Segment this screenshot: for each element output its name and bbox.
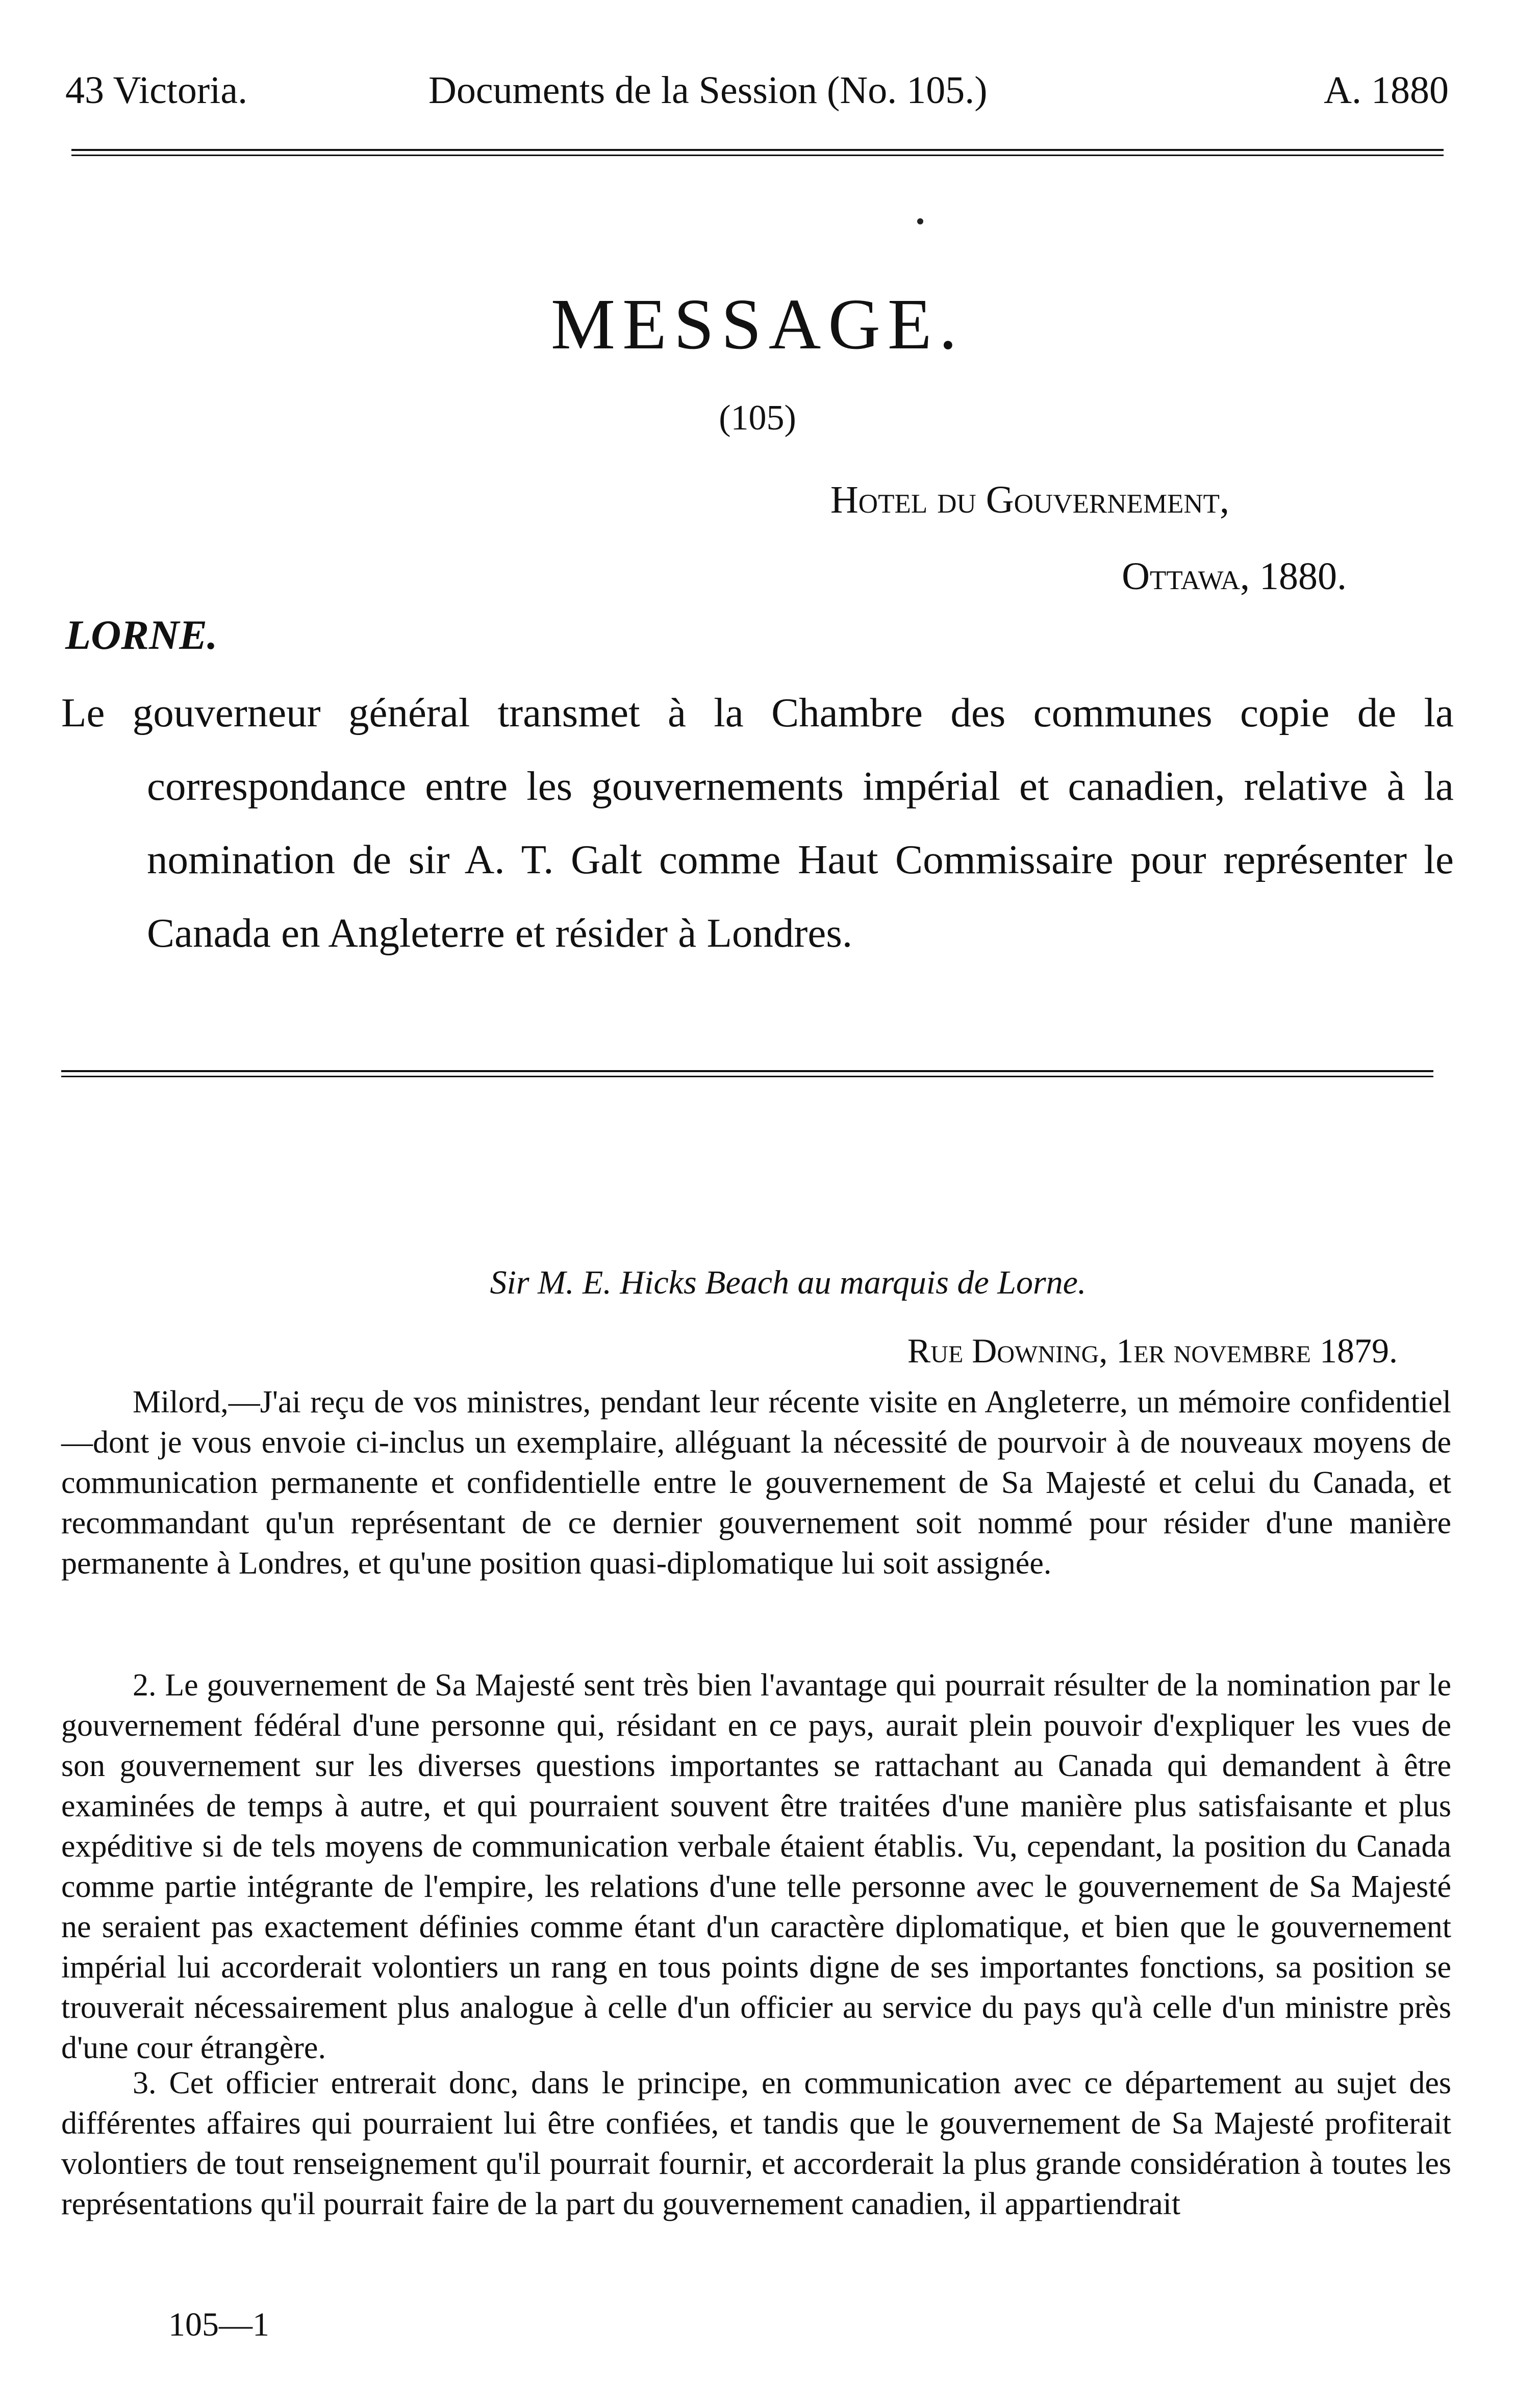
message-place: Hotel du Gouvernement, [830, 478, 1229, 521]
header-double-rule [71, 149, 1444, 156]
message-text: Le gouverneur général transmet à la Chambre des communes copie de la correspondance entre les gouvernements impérial et canadien, relative à la nomination de sir A. T. Galt comme Haut Commissaire pour représenter le Canada en Angleterre et résider à Londres. [61, 690, 1454, 956]
section-double-rule [61, 1070, 1433, 1077]
message-number: (105) [719, 398, 796, 438]
running-header-left: 43 Victoria. [65, 69, 248, 112]
ink-speck [917, 218, 923, 224]
running-header-year: A. 1880 [1324, 69, 1449, 112]
message-title: MESSAGE. [550, 284, 965, 364]
letter-paragraph-1: Milord,—J'ai reçu de vos ministres, pendant leur récente visite en Angleterre, un mémoire confidentiel—dont je vous envoie ci-inclus un exemplaire, alléguant la nécessité de pourvoir à de nouveaux moyens de communication permanente et confidentielle entre le gouvernement de Sa Majesté et celui du Canada, et recommandant qu'un représentant de ce dernier gouvernement soit nommé pour résider d'une manière permanente à Londres, et qu'une position quasi-diplomatique lui soit assignée. [61, 1385, 1451, 1581]
page-folio: 105—1 [168, 2306, 269, 2343]
letter-heading: Sir M. E. Hicks Beach au marquis de Lorne. [490, 1264, 1087, 1301]
letter-paragraph-3: 3. Cet officier entrerait donc, dans le principe, en communication avec ce département au sujet des différentes affaires qui pourraient lui être confiées, et tandis que le gouvernement de Sa Majesté profiterait volontiers de tout renseignement qu'il pourrait fournir, et accorderait la plus grande considération à toutes les représentations qu'il pourrait faire de la part du gouvernement canadien, il appartiendrait [61, 2066, 1451, 2221]
letter-paragraph-2: 2. Le gouvernement de Sa Majesté sent très bien l'avantage qui pourrait résulter de la nomination par le gouvernement fédéral d'une personne qui, résidant en ce pays, aurait plein pouvoir d'expliquer les vues de son gouvernement sur les diverses questions importantes se rattachant au Canada qui demandent à être examinées de temps à autre, et qui pourraient souvent être traitées d'une manière plus satisfaisante et plus expéditive si de tels moyens de communication verbale étaient établis. Vu, cependant, la position du Canada comme partie intégrante de l'empire, les relations d'une telle personne avec le gouvernement de Sa Majesté ne seraient pas exactement définies comme étant d'un caractère diplomatique, et bien que le gouvernement impérial lui accorderait volontiers un rang en tous points digne de ses importantes fonctions, sa position se trouverait nécessairement plus analogue à celle d'un officier au service du pays qu'à celle d'un ministre près d'une cour étrangère. [61, 1668, 1451, 2065]
running-header-title: Documents de la Session (No. 105.) [428, 69, 988, 112]
letter-date-line: Rue Downing, 1er novembre 1879. [907, 1331, 1398, 1370]
governor-signature: LORNE. [65, 612, 218, 658]
message-city-date: Ottawa, 1880. [1122, 555, 1347, 598]
